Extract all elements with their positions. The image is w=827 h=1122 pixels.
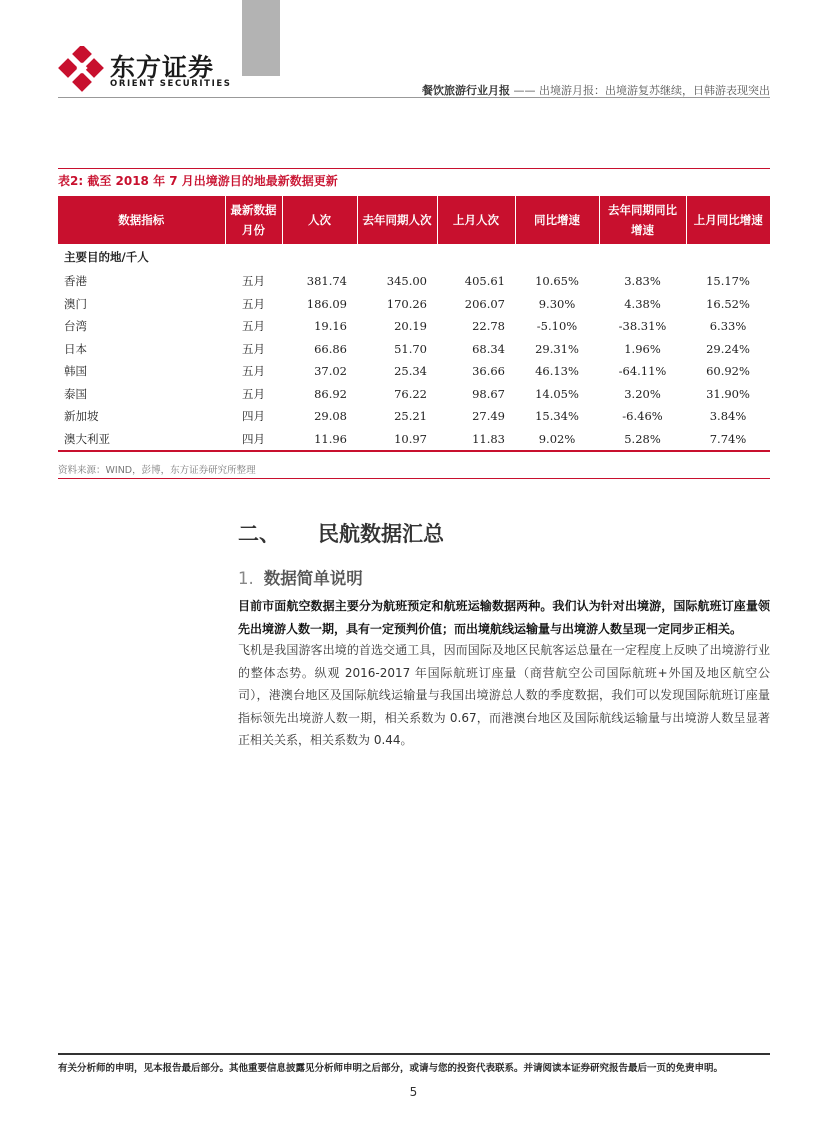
table-top-line bbox=[58, 168, 770, 169]
header-last-year-visitors: 去年同期人次 bbox=[357, 196, 437, 244]
cell-visitors: 19.16 bbox=[314, 319, 347, 334]
cell-visitors: 66.86 bbox=[314, 341, 347, 356]
orient-logo-icon bbox=[58, 46, 104, 92]
cell-last-month-yoy: 7.74% bbox=[686, 428, 770, 452]
table-row bbox=[58, 383, 770, 406]
cell-destination: 日本 bbox=[64, 341, 87, 356]
subsection-number: 1. bbox=[238, 569, 254, 588]
header-yoy: 同比增速 bbox=[515, 196, 599, 244]
company-logo bbox=[58, 46, 232, 96]
cell-yoy: 15.34% bbox=[535, 409, 579, 424]
logo-chinese-name: 东方证券 bbox=[110, 53, 215, 82]
cell-destination: 韩国 bbox=[64, 364, 87, 379]
cell-month: 五月 bbox=[242, 341, 265, 356]
logo-english-name: ORIENT SECURITIES bbox=[110, 79, 232, 89]
cell-last-month: 11.83 bbox=[437, 428, 515, 452]
source-divider bbox=[58, 478, 770, 479]
cell-last-year: 170.26 bbox=[386, 296, 427, 311]
cell-last-year: 76.22 bbox=[394, 386, 427, 401]
cell-yoy: 14.05% bbox=[535, 386, 579, 401]
header-last-month-visitors: 上月人次 bbox=[437, 196, 515, 244]
cell-last-month: 98.67 bbox=[472, 386, 505, 401]
cell-last-year: 20.19 bbox=[394, 319, 427, 334]
cell-last-month: 36.66 bbox=[472, 364, 505, 379]
cell-destination: 新加坡 bbox=[64, 409, 99, 424]
cell-month: 五月 bbox=[242, 386, 265, 401]
section-title bbox=[238, 518, 444, 548]
cell-yoy: 46.13% bbox=[535, 364, 579, 379]
section-title-text: 民航数据汇总 bbox=[318, 522, 444, 546]
group-label: 主要目的地/千人 bbox=[64, 250, 149, 264]
cell-last-month: 68.34 bbox=[472, 341, 505, 356]
table-row bbox=[58, 428, 770, 452]
table-header-row bbox=[58, 196, 770, 244]
cell-last-month: 206.07 bbox=[464, 296, 505, 311]
cell-visitors: 29.08 bbox=[314, 409, 347, 424]
table-row bbox=[58, 315, 770, 338]
cell-last-year-yoy: 4.38% bbox=[624, 296, 661, 311]
cell-month: 四月 bbox=[242, 409, 265, 424]
table-row bbox=[58, 338, 770, 361]
cell-last-year-yoy: 5.28% bbox=[599, 428, 686, 452]
cell-yoy: 10.65% bbox=[535, 274, 579, 289]
cell-visitors: 186.09 bbox=[306, 296, 347, 311]
cell-month: 五月 bbox=[242, 296, 265, 311]
cell-last-year-yoy: -64.11% bbox=[618, 364, 667, 379]
table-row bbox=[58, 360, 770, 383]
cell-last-year-yoy: -6.46% bbox=[622, 409, 663, 424]
cell-month: 四月 bbox=[225, 428, 282, 452]
cell-last-month-yoy: 6.33% bbox=[709, 319, 747, 334]
cell-yoy: -5.10% bbox=[536, 319, 578, 334]
cell-last-month-yoy: 3.84% bbox=[709, 409, 747, 424]
cell-last-year-yoy: 3.20% bbox=[624, 386, 661, 401]
key-finding-paragraph: 目前市面航空数据主要分为航班预定和航班运输数据两种。我们认为针对出境游，国际航班订座量领先出境游人数一期，具有一定预判价值；而出境航线运输量与出境游人数呈现一定同步正相关。 bbox=[238, 599, 770, 636]
table-title: 表2: 截至 2018 年 7 月出境游目的地最新数据更新 bbox=[58, 174, 338, 188]
cell-last-year: 10.97 bbox=[357, 428, 437, 452]
table-row bbox=[58, 270, 770, 293]
header-gray-bar bbox=[242, 0, 280, 76]
destination-data-table bbox=[58, 196, 770, 452]
report-subtitle: 出境游月报：出境游复苏继续，日韩游表现突出 bbox=[539, 84, 770, 97]
cell-last-year: 25.21 bbox=[394, 409, 427, 424]
cell-visitors: 11.96 bbox=[282, 428, 357, 452]
cell-last-year: 51.70 bbox=[394, 341, 427, 356]
report-dash: —— bbox=[510, 84, 539, 97]
header-divider bbox=[58, 97, 770, 98]
footer-disclaimer: 有关分析师的申明，见本报告最后部分。其他重要信息披露见分析师申明之后部分，或请与您的投资代表联系。并请阅读本证券研究报告最后一页的免责申明。 bbox=[58, 1063, 724, 1074]
section-number: 二、 bbox=[238, 522, 280, 546]
cell-last-month-yoy: 60.92% bbox=[706, 364, 750, 379]
cell-visitors: 37.02 bbox=[314, 364, 347, 379]
cell-destination: 香港 bbox=[64, 274, 87, 289]
cell-yoy: 29.31% bbox=[535, 341, 579, 356]
cell-last-year: 25.34 bbox=[394, 364, 427, 379]
cell-visitors: 381.74 bbox=[306, 274, 347, 289]
header-last-year-yoy: 去年同期同比增速 bbox=[599, 196, 686, 244]
cell-last-month-yoy: 15.17% bbox=[706, 274, 750, 289]
header-last-month-yoy: 上月同比增速 bbox=[686, 196, 770, 244]
cell-destination: 台湾 bbox=[64, 319, 87, 334]
cell-month: 五月 bbox=[242, 364, 265, 379]
cell-last-month: 22.78 bbox=[472, 319, 505, 334]
cell-destination: 澳大利亚 bbox=[58, 428, 225, 452]
header-latest-month: 最新数据月份 bbox=[225, 196, 282, 244]
cell-last-year-yoy: -38.31% bbox=[618, 319, 667, 334]
cell-last-month: 27.49 bbox=[472, 409, 505, 424]
subsection-title-text: 数据简单说明 bbox=[263, 569, 363, 588]
table-row bbox=[58, 405, 770, 428]
header-indicator: 数据指标 bbox=[58, 196, 225, 244]
cell-month: 五月 bbox=[242, 319, 265, 334]
cell-last-month: 405.61 bbox=[464, 274, 505, 289]
body-paragraph: 飞机是我国游客出境的首选交通工具，因而国际及地区民航客运总量在一定程度上反映了出境游行业的整体态势。纵观 2016-2017 年国际航班订座量（商营航空公司国际航班+外国及地区航空公司），港澳台地区及国际航线运输量与我国出境游总人数的季度数据，我们可以发现国际航班订座量指标领先出境游人数一期，相关系数为 0.67，而港澳台地区及国际航线运输量与出境游人数呈显著正相关关系，相关系数为 0.44。 bbox=[238, 643, 770, 747]
cell-last-month-yoy: 16.52% bbox=[706, 296, 750, 311]
cell-last-month-yoy: 31.90% bbox=[706, 386, 750, 401]
cell-destination: 泰国 bbox=[64, 386, 87, 401]
report-type: 餐饮旅游行业月报 bbox=[422, 84, 510, 97]
cell-last-year-yoy: 3.83% bbox=[624, 274, 661, 289]
subsection-title bbox=[238, 565, 363, 589]
report-header bbox=[422, 82, 770, 98]
cell-last-year-yoy: 1.96% bbox=[624, 341, 661, 356]
cell-destination: 澳门 bbox=[64, 296, 87, 311]
cell-last-month-yoy: 29.24% bbox=[706, 341, 750, 356]
table-group-row bbox=[58, 244, 770, 270]
page-number: 5 bbox=[409, 1085, 418, 1099]
table-row bbox=[58, 293, 770, 316]
cell-last-year: 345.00 bbox=[386, 274, 427, 289]
cell-month: 五月 bbox=[242, 274, 265, 289]
table-source: 资料来源：WIND，彭博，东方证券研究所整理 bbox=[58, 465, 256, 476]
cell-visitors: 86.92 bbox=[314, 386, 347, 401]
cell-yoy: 9.02% bbox=[515, 428, 599, 452]
footer-divider bbox=[58, 1053, 770, 1055]
header-visitors: 人次 bbox=[282, 196, 357, 244]
cell-yoy: 9.30% bbox=[538, 296, 576, 311]
